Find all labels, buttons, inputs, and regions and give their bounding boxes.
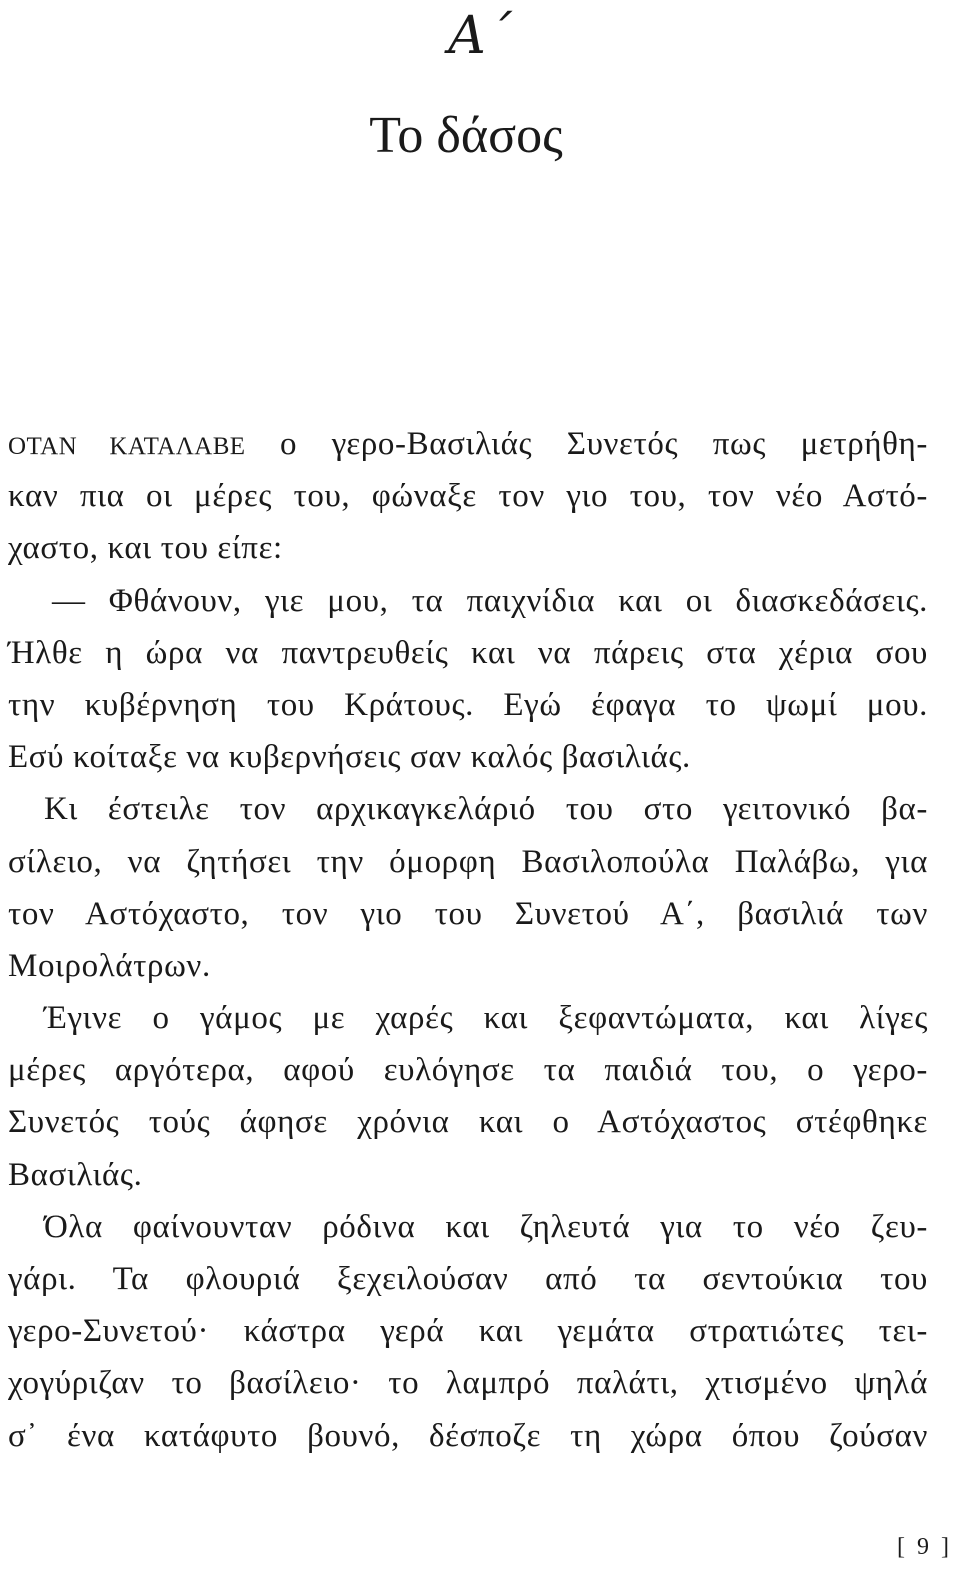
text-line: καν πια οι μέρες του, φώναξε τον γιο του, τον νέο Αστό- (8, 478, 928, 515)
text-line: την κυβέρνηση του Κράτους. Εγώ έφαγα το ψωμί μου. (8, 686, 928, 723)
text-line-content: ο γερο-Βασιλιάς Συνετός πως μετρήθη- (245, 426, 928, 462)
text-line: Όλα φαίνουνταν ρόδινα και ζηλευτά για το νέο ζευ- (44, 1208, 928, 1245)
text-line (8, 418, 928, 470)
text-line: γερο-Συνετού· κάστρα γερά και γεμάτα στρατιώτες τει- (8, 1313, 928, 1350)
text-line: γάρι. Τα φλουριά ξεχειλούσαν από τα σεντούκια του (8, 1261, 928, 1297)
chapter-title: Το δάσος (369, 107, 563, 164)
text-line: Κι έστειλε τον αρχικαγκελάριό του στο γειτονικό βα- (44, 791, 928, 828)
text-line: Έγινε ο γάμος με χαρές και ξεφαντώματα, και λίγες (44, 1000, 928, 1037)
text-line: Βασιλιάς. (8, 1156, 143, 1193)
text-line: Μοιρολάτρων. (8, 947, 211, 984)
chapter-numeral: Α΄ (448, 6, 512, 66)
text-line: Εσύ κοίταξε να κυβερνήσεις σαν καλός βασιλιάς. (8, 739, 691, 776)
text-line: σ᾽ ένα κατάφυτο βουνό, δέσποζε τη χώρα όπου ζούσαν (8, 1417, 928, 1454)
text-line: τον Αστόχαστο, τον γιο του Συνετού Α΄, βασιλιά των (8, 895, 928, 932)
opening-smallcaps: ΟΤΑΝ ΚΑΤΑΛΑΒΕ (8, 433, 246, 460)
text-line: χογύριζαν το βασίλειο· το λαμπρό παλάτι, χτισμένο ψηλά (8, 1365, 928, 1402)
text-line: σίλειο, να ζητήσει την όμορφη Βασιλοπούλα Παλάβω, για (8, 843, 928, 880)
text-line: Συνετός τούς άφησε χρόνια και ο Αστόχαστος στέφθηκε (8, 1104, 928, 1141)
page-number: [ 9 ] (897, 1534, 952, 1560)
text-line: Ήλθε η ώρα να παντρευθείς και να πάρεις στα χέρια σου (8, 634, 928, 671)
text-line: — Φθάνουν, γιε μου, τα παιχνίδια και οι διασκεδάσεις. (52, 582, 928, 619)
body-text (8, 418, 928, 1462)
text-line: μέρες αργότερα, αφού ευλόγησε τα παιδιά του, ο γερο- (8, 1052, 928, 1089)
text-line: χαστο, και του είπε: (8, 530, 283, 567)
